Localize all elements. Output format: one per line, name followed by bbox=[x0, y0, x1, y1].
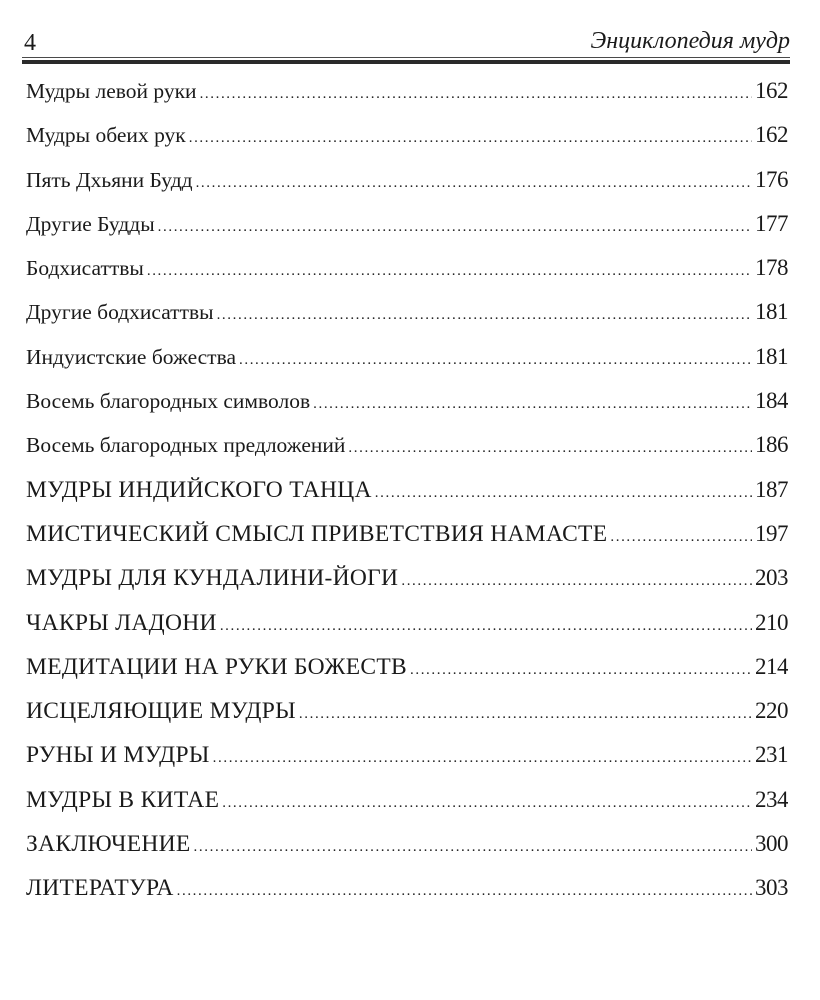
toc-entry-page: 220 bbox=[755, 698, 788, 724]
dot-leader bbox=[299, 706, 752, 723]
toc-entry-title: МУДРЫ ИНДИЙСКОГО ТАНЦА bbox=[26, 476, 372, 503]
toc-entry-title: Другие Будды bbox=[26, 211, 155, 236]
toc-entry-title: Мудры левой руки bbox=[26, 79, 197, 103]
toc-entry[interactable] bbox=[26, 299, 788, 343]
toc-entry[interactable] bbox=[26, 255, 788, 299]
toc-entry-page: 181 bbox=[755, 343, 788, 369]
dot-leader bbox=[200, 86, 752, 103]
toc-entry-page: 181 bbox=[755, 299, 788, 325]
toc-entry-page: 214 bbox=[755, 653, 788, 679]
toc-entry[interactable] bbox=[26, 78, 788, 122]
toc-entry-page: 303 bbox=[755, 875, 788, 901]
dot-leader bbox=[158, 219, 752, 236]
dot-leader bbox=[217, 307, 752, 324]
running-title: Энциклопедия мудр bbox=[590, 28, 790, 54]
toc-entry-title: ЗАКЛЮЧЕНИЕ bbox=[26, 831, 191, 858]
toc-entry[interactable] bbox=[26, 211, 788, 255]
toc-entry[interactable] bbox=[26, 831, 788, 875]
toc-entry[interactable] bbox=[26, 167, 788, 211]
toc-entry-title: Другие бодхисаттвы bbox=[26, 300, 214, 325]
toc-entry-title: МУДРЫ ДЛЯ КУНДАЛИНИ-ЙОГИ bbox=[26, 565, 399, 592]
dot-leader bbox=[375, 485, 752, 502]
dot-leader bbox=[222, 795, 752, 812]
dot-leader bbox=[610, 529, 752, 546]
toc-entry-title: МИСТИЧЕСКИЙ СМЫСЛ ПРИВЕТСТВИЯ НАМАСТЕ bbox=[26, 520, 608, 547]
toc-entry-title: ЧАКРЫ ЛАДОНИ bbox=[26, 609, 217, 636]
dot-leader bbox=[348, 440, 752, 457]
header-rule-thin bbox=[22, 57, 790, 58]
toc-entry-title: Восемь благородных предложений bbox=[26, 433, 346, 458]
toc-entry[interactable] bbox=[26, 432, 788, 476]
page-header bbox=[22, 28, 790, 58]
toc-entry-title: МЕДИТАЦИИ НА РУКИ БОЖЕСТВ bbox=[26, 653, 407, 680]
toc-entry-page: 203 bbox=[755, 565, 788, 591]
toc-entry-title: Мудры обеих рук bbox=[26, 123, 186, 148]
toc-entry[interactable] bbox=[26, 122, 788, 166]
toc-entry[interactable] bbox=[26, 698, 788, 742]
dot-leader bbox=[213, 750, 752, 767]
dot-leader bbox=[410, 662, 752, 679]
toc-entry-title: Восемь благородных символов bbox=[26, 389, 311, 414]
table-of-contents bbox=[26, 78, 788, 920]
toc-entry-title: ЛИТЕРАТУРА bbox=[26, 875, 174, 902]
toc-entry-page: 176 bbox=[755, 166, 788, 192]
page-number: 4 bbox=[24, 30, 36, 56]
toc-entry[interactable] bbox=[26, 875, 788, 919]
dot-leader bbox=[194, 839, 752, 856]
toc-entry[interactable] bbox=[26, 388, 788, 432]
dot-leader bbox=[196, 175, 752, 192]
toc-entry[interactable] bbox=[26, 565, 788, 609]
toc-entry[interactable] bbox=[26, 477, 788, 521]
dot-leader bbox=[147, 263, 752, 280]
dot-leader bbox=[220, 618, 752, 635]
toc-entry-page: 197 bbox=[755, 520, 788, 546]
toc-entry-title: МУДРЫ В КИТАЕ bbox=[26, 786, 220, 813]
toc-entry-title: РУНЫ И МУДРЫ bbox=[26, 742, 210, 769]
toc-entry-page: 162 bbox=[755, 78, 788, 103]
dot-leader bbox=[177, 883, 752, 900]
dot-leader bbox=[239, 352, 752, 369]
toc-entry-page: 162 bbox=[755, 122, 788, 148]
toc-entry-page: 184 bbox=[755, 388, 788, 414]
toc-entry[interactable] bbox=[26, 787, 788, 831]
toc-entry-page: 187 bbox=[755, 476, 788, 502]
dot-leader bbox=[189, 130, 752, 147]
dot-leader bbox=[313, 396, 752, 413]
toc-entry-page: 300 bbox=[755, 831, 788, 857]
header-rule-thick bbox=[22, 60, 790, 64]
toc-entry-page: 186 bbox=[755, 432, 788, 458]
toc-entry[interactable] bbox=[26, 654, 788, 698]
toc-entry[interactable] bbox=[26, 742, 788, 786]
toc-entry[interactable] bbox=[26, 521, 788, 565]
dot-leader bbox=[401, 573, 752, 590]
toc-entry-page: 234 bbox=[755, 786, 788, 812]
toc-entry[interactable] bbox=[26, 344, 788, 388]
toc-entry-title: Пять Дхьяни Будд bbox=[26, 167, 193, 192]
toc-entry-page: 178 bbox=[755, 255, 788, 281]
toc-entry-title: ИСЦЕЛЯЮЩИЕ МУДРЫ bbox=[26, 698, 296, 725]
toc-entry-title: Бодхисаттвы bbox=[26, 256, 144, 281]
toc-entry-page: 231 bbox=[755, 742, 788, 768]
toc-entry-title: Индуистские божества bbox=[26, 344, 236, 369]
toc-entry-page: 210 bbox=[755, 609, 788, 635]
toc-entry[interactable] bbox=[26, 610, 788, 654]
toc-entry-page: 177 bbox=[755, 210, 788, 236]
